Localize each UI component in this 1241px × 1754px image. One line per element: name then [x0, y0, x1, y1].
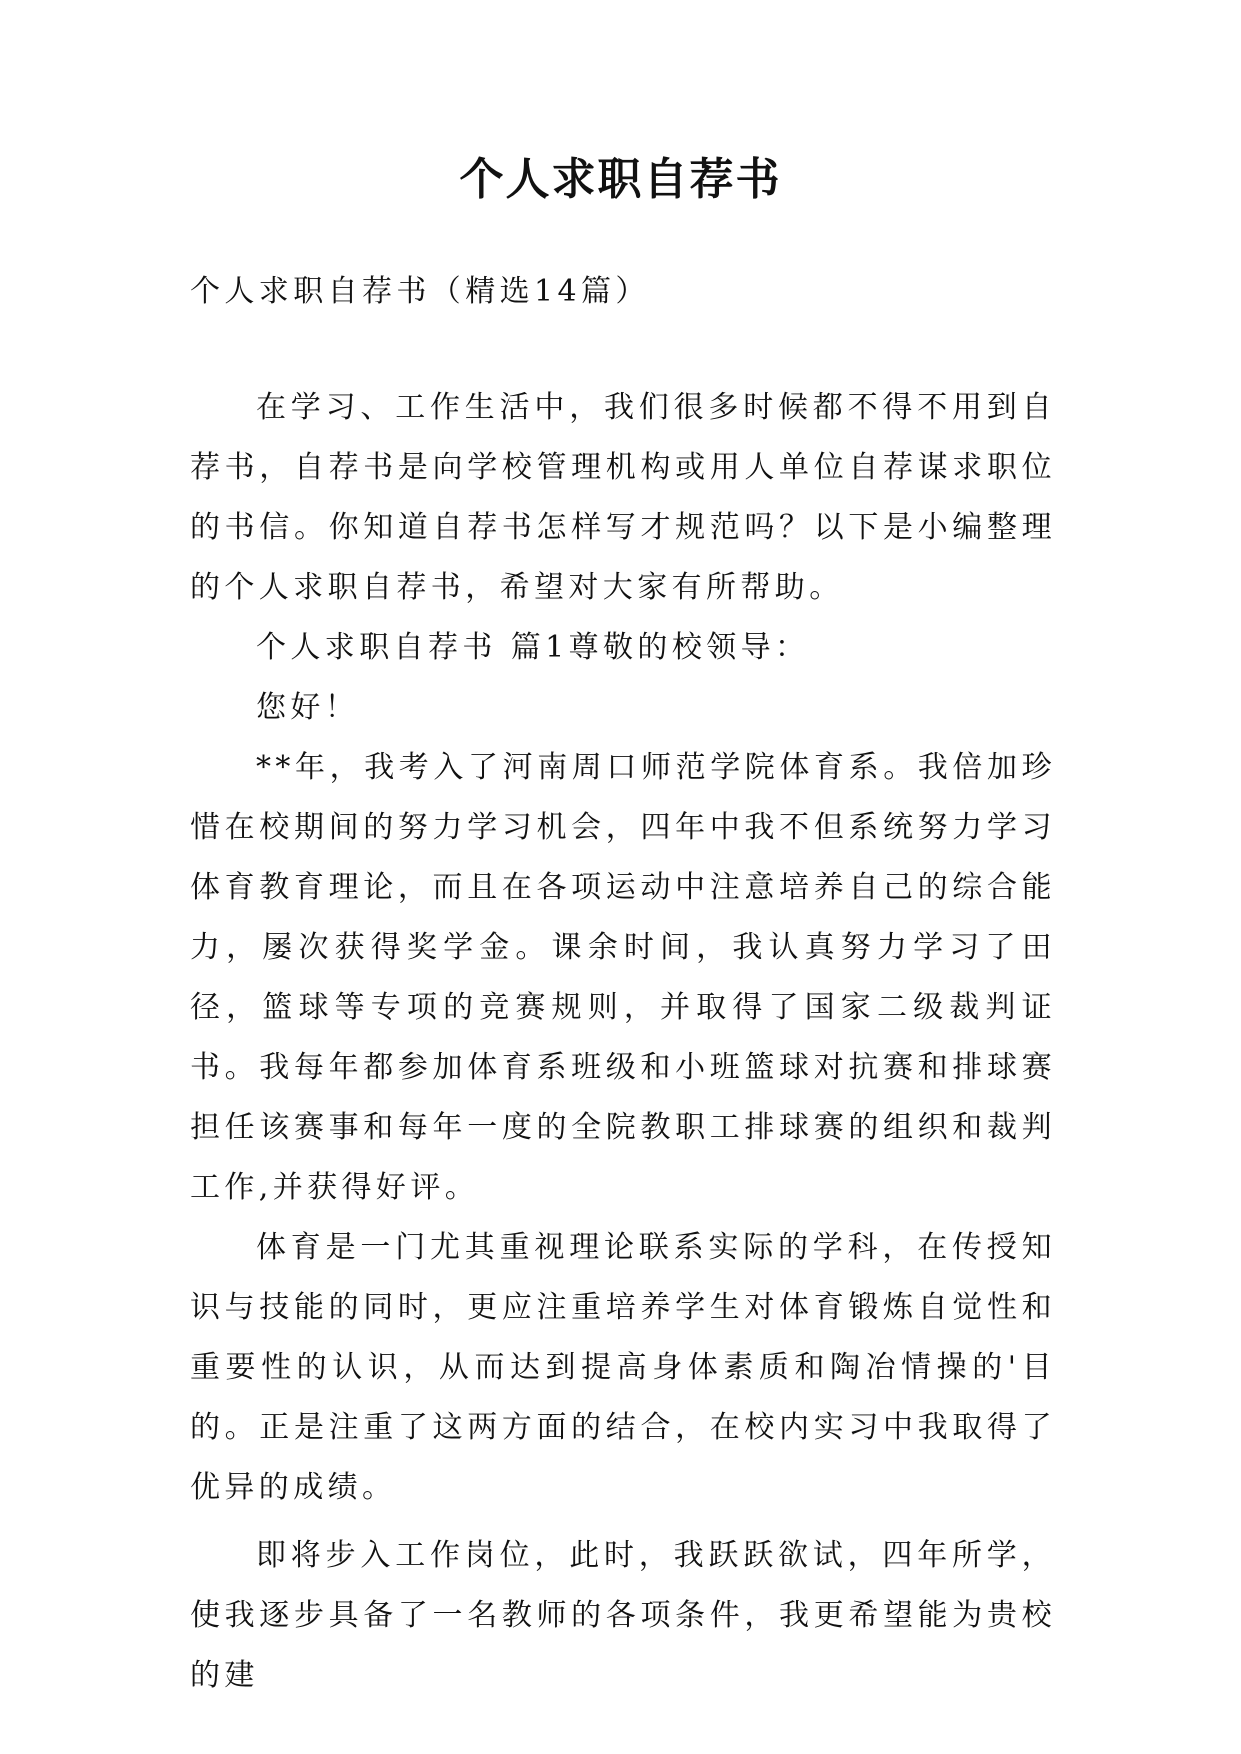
paragraph-aspiration: 即将步入工作岗位，此时，我跃跃欲试，四年所学，使我逐步具备了一名教师的各项条件，我更希望能为贵校的建: [190, 1538, 1056, 1693]
document-subtitle: 个人求职自荐书（精选14篇）: [190, 274, 650, 309]
paragraph-education: **年，我考入了河南周口师范学院体育系。我倍加珍惜在校期间的努力学习机会，四年中我不但系统努力学习体育教育理论，而且在各项运动中注意培养自己的综合能力，屡次获得奖学金。课余时间，我认真努力学习了田径，篮球等专项的竞赛规则，并取得了国家二级裁判证书。我每年都参加体育系班级和小班篮球对抗赛和排球赛担任该赛事和每年一度的全院教职工排球赛的组织和裁判工作,并获得好评。: [190, 750, 1056, 1205]
paragraph-salutation: 个人求职自荐书 篇1尊敬的校领导：: [256, 630, 810, 665]
paragraph-greeting: 您好！: [256, 690, 360, 725]
document-body: [190, 262, 1056, 1706]
paragraph-intro: 在学习、工作生活中，我们很多时候都不得不用到自荐书，自荐书是向学校管理机构或用人单位自荐谋求职位的书信。你知道自荐书怎样写才规范吗？以下是小编整理的个人求职自荐书，希望对大家有所帮助。: [190, 390, 1056, 605]
document-title: 个人求职自荐书: [459, 154, 782, 205]
paragraph-teaching: 体育是一门尤其重视理论联系实际的学科，在传授知识与技能的同时，更应注重培养学生对体育锻炼自觉性和重要性的认识，从而达到提高身体素质和陶冶情操的'目的。正是注重了这两方面的结合，在校内实习中我取得了优异的成绩。: [190, 1230, 1056, 1505]
